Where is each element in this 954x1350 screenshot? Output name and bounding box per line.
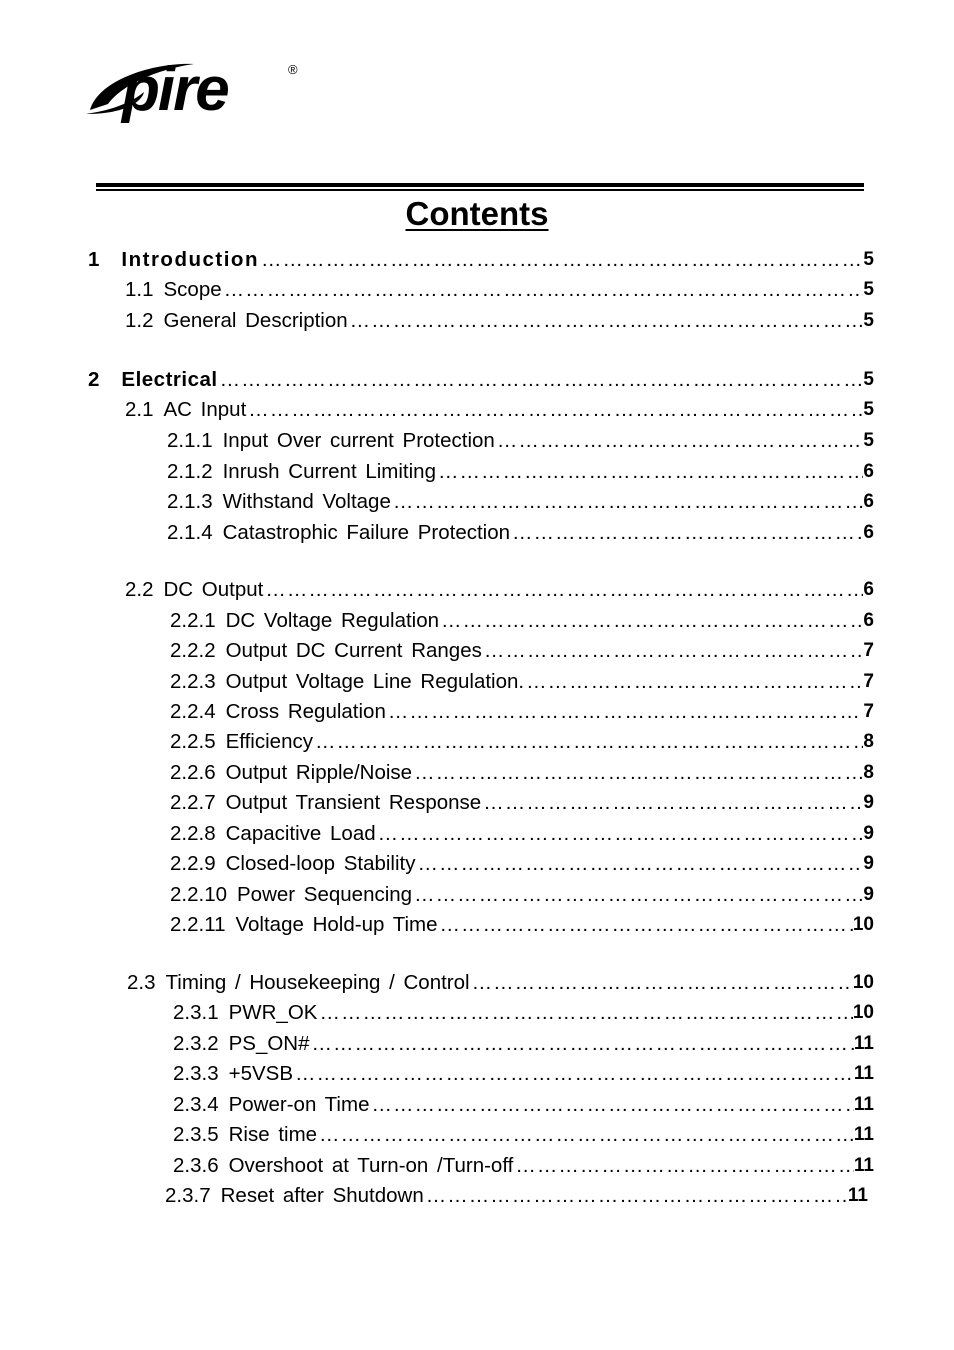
toc-entry-number: 2.2 bbox=[125, 578, 154, 601]
toc-entry-number: 2.3.6 bbox=[173, 1154, 219, 1177]
toc-entry-label bbox=[173, 1092, 369, 1118]
toc-entry-page-number: 10 bbox=[852, 914, 874, 935]
toc-dot-leader bbox=[317, 1000, 852, 1026]
toc-dot-leader bbox=[376, 821, 864, 847]
toc-entry[interactable] bbox=[125, 277, 874, 303]
toc-entry-page-number: 11 bbox=[853, 1033, 874, 1054]
toc-entry[interactable] bbox=[88, 247, 874, 273]
toc-entry-title: Output Ripple/Noise bbox=[225, 761, 413, 784]
toc-entry[interactable] bbox=[170, 882, 874, 908]
toc-entry-title: DC Voltage Regulation bbox=[225, 609, 440, 632]
toc-dot-leader bbox=[293, 1061, 854, 1087]
toc-entry-label bbox=[170, 790, 481, 816]
toc-dot-leader bbox=[348, 308, 864, 334]
toc-entry-number: 2.2.7 bbox=[170, 791, 216, 814]
toc-entry-label bbox=[170, 912, 438, 938]
toc-entry[interactable] bbox=[170, 821, 874, 847]
toc-entry-number: 2.3.7 bbox=[165, 1184, 211, 1207]
toc-entry-title: Output DC Current Ranges bbox=[225, 639, 482, 662]
toc-entry-page-number: 6 bbox=[863, 610, 874, 631]
toc-entry-page-number: 5 bbox=[863, 399, 874, 420]
toc-dot-leader bbox=[412, 760, 863, 786]
toc-entry-number: 2 bbox=[88, 368, 100, 391]
toc-entry-page-number: 7 bbox=[863, 640, 874, 661]
toc-entry[interactable] bbox=[167, 489, 874, 515]
toc-entry-page-number: 5 bbox=[863, 430, 874, 451]
toc-entry-page-number: 9 bbox=[863, 792, 874, 813]
toc-dot-leader bbox=[436, 459, 863, 485]
toc-entry-title: Power-on Time bbox=[228, 1093, 370, 1116]
toc-entry-number: 2.2.2 bbox=[170, 639, 216, 662]
toc-entry-number: 2.1 bbox=[125, 398, 154, 421]
toc-entry-page-number: 6 bbox=[863, 522, 874, 543]
toc-entry-page-number: 6 bbox=[863, 491, 874, 512]
toc-entry-number: 2.2.1 bbox=[170, 609, 216, 632]
toc-entry-label bbox=[170, 699, 386, 725]
toc-entry[interactable] bbox=[170, 669, 874, 695]
toc-entry-title: PS_ON# bbox=[228, 1032, 310, 1055]
toc-entry-page-number: 9 bbox=[863, 884, 874, 905]
toc-entry[interactable] bbox=[170, 638, 874, 664]
header-rule-thin bbox=[96, 189, 864, 191]
toc-entry-page-number: 11 bbox=[853, 1155, 874, 1176]
toc-entry[interactable] bbox=[173, 1092, 874, 1118]
toc-entry-number: 2.1.2 bbox=[167, 460, 213, 483]
toc-entry-title: Overshoot at Turn-on /Turn-off bbox=[228, 1154, 514, 1177]
toc-entry[interactable] bbox=[173, 1122, 874, 1148]
toc-dot-leader bbox=[317, 1122, 854, 1148]
page-title: Contents bbox=[405, 195, 549, 232]
toc-dot-leader bbox=[412, 882, 863, 908]
toc-dot-leader bbox=[369, 1092, 853, 1118]
toc-dot-leader bbox=[438, 912, 853, 938]
toc-entry[interactable] bbox=[170, 729, 874, 755]
toc-dot-leader bbox=[218, 367, 864, 393]
toc-entry[interactable] bbox=[167, 520, 874, 546]
toc-entry[interactable] bbox=[173, 1153, 874, 1179]
toc-entry-label bbox=[167, 428, 495, 454]
toc-dot-leader bbox=[222, 277, 864, 303]
toc-entry-title: Power Sequencing bbox=[237, 883, 413, 906]
toc-entry-title: DC Output bbox=[163, 578, 264, 601]
toc-entry-label bbox=[170, 608, 439, 634]
toc-entry-title: Cross Regulation bbox=[225, 700, 386, 723]
toc-entry-title: +5VSB bbox=[228, 1062, 294, 1085]
toc-entry-page-number: 5 bbox=[863, 279, 874, 300]
toc-entry-page-number: 7 bbox=[863, 701, 874, 722]
toc-entry-page-number: 11 bbox=[847, 1185, 868, 1206]
toc-entry-title: Output Transient Response bbox=[225, 791, 482, 814]
toc-entry-label bbox=[170, 851, 415, 877]
toc-entry[interactable] bbox=[170, 851, 874, 877]
toc-entry-label bbox=[125, 277, 222, 303]
toc-entry-label bbox=[165, 1183, 424, 1209]
toc-dot-leader bbox=[313, 729, 863, 755]
toc-entry-label bbox=[170, 729, 313, 755]
toc-entry-title: Closed-loop Stability bbox=[225, 852, 416, 875]
toc-entry-page-number: 11 bbox=[853, 1094, 874, 1115]
toc-entry-number: 2.1.4 bbox=[167, 521, 213, 544]
toc-entry[interactable] bbox=[127, 970, 874, 996]
toc-dot-leader bbox=[470, 970, 853, 996]
toc-dot-leader bbox=[424, 1183, 848, 1209]
toc-entry-title: Electrical bbox=[121, 368, 218, 391]
toc-entry-number: 2.3.5 bbox=[173, 1123, 219, 1146]
header-rule-thick bbox=[96, 183, 864, 187]
toc-entry[interactable] bbox=[167, 459, 874, 485]
toc-entry-title: Catastrophic Failure Protection bbox=[222, 521, 511, 544]
toc-entry[interactable] bbox=[125, 397, 874, 423]
toc-entry[interactable] bbox=[170, 912, 874, 938]
toc-entry-number: 2.3.4 bbox=[173, 1093, 219, 1116]
toc-entry-label bbox=[167, 520, 510, 546]
toc-dot-leader bbox=[310, 1031, 854, 1057]
toc-entry-title: Inrush Current Limiting bbox=[222, 460, 436, 483]
toc-entry-label bbox=[88, 367, 218, 393]
toc-entry-title: Voltage Hold-up Time bbox=[235, 913, 438, 936]
toc-entry-label bbox=[173, 1031, 310, 1057]
toc-entry-label bbox=[173, 1061, 293, 1087]
toc-dot-leader bbox=[439, 608, 863, 634]
toc-entry[interactable] bbox=[125, 308, 874, 334]
toc-entry[interactable] bbox=[170, 608, 874, 634]
toc-dot-leader bbox=[481, 790, 863, 816]
toc-entry-number: 2.2.6 bbox=[170, 761, 216, 784]
toc-entry-title: Capacitive Load bbox=[225, 822, 376, 845]
toc-entry-number: 2.2.8 bbox=[170, 822, 216, 845]
toc-entry-label bbox=[170, 638, 482, 664]
toc-dot-leader bbox=[482, 638, 864, 664]
toc-dot-leader bbox=[513, 1153, 854, 1179]
toc-entry-page-number: 9 bbox=[863, 853, 874, 874]
toc-entry-label bbox=[170, 882, 412, 908]
toc-entry-title: General Description bbox=[163, 309, 348, 332]
toc-entry-number: 2.3.2 bbox=[173, 1032, 219, 1055]
toc-entry-number: 2.2.11 bbox=[170, 913, 226, 936]
toc-entry-title: Introduction bbox=[121, 248, 259, 271]
toc-dot-leader bbox=[495, 428, 864, 454]
toc-dot-leader bbox=[246, 397, 863, 423]
toc-entry[interactable] bbox=[173, 1000, 874, 1026]
toc-dot-leader bbox=[415, 851, 863, 877]
toc-dot-leader bbox=[259, 247, 863, 273]
toc-entry-page-number: 11 bbox=[853, 1063, 874, 1084]
toc-entry-title: Rise time bbox=[228, 1123, 318, 1146]
toc-entry-page-number: 10 bbox=[852, 1002, 874, 1023]
logo-wordmark: pire bbox=[122, 55, 228, 124]
toc-entry-label bbox=[167, 489, 391, 515]
toc-entry[interactable] bbox=[88, 367, 874, 393]
toc-entry-label bbox=[127, 970, 470, 996]
toc-entry-title: Timing / Housekeeping / Control bbox=[165, 971, 470, 994]
spire-logo bbox=[84, 40, 304, 132]
toc-entry-page-number: 7 bbox=[863, 671, 874, 692]
toc-entry-title: Withstand Voltage bbox=[222, 490, 391, 513]
toc-entry-number: 2.2.5 bbox=[170, 730, 216, 753]
toc-entry-number: 1.2 bbox=[125, 309, 154, 332]
toc-entry-number: 2.2.10 bbox=[170, 883, 227, 906]
toc-entry-label bbox=[170, 669, 524, 695]
toc-entry[interactable] bbox=[170, 699, 874, 725]
toc-entry-number: 2.3 bbox=[127, 971, 156, 994]
toc-entry-number: 2.2.9 bbox=[170, 852, 216, 875]
toc-dot-leader bbox=[386, 699, 864, 725]
toc-entry-page-number: 5 bbox=[863, 249, 874, 270]
toc-entry-label bbox=[125, 397, 246, 423]
toc-entry-label bbox=[88, 247, 259, 273]
toc-entry-page-number: 8 bbox=[863, 762, 874, 783]
toc-entry-page-number: 6 bbox=[863, 579, 874, 600]
toc-entry[interactable] bbox=[170, 760, 874, 786]
toc-entry-title: Scope bbox=[163, 278, 222, 301]
toc-entry-page-number: 10 bbox=[852, 972, 874, 993]
toc-entry-label bbox=[173, 1122, 317, 1148]
toc-entry-page-number: 5 bbox=[863, 310, 874, 331]
toc-entry-number: 2.3.3 bbox=[173, 1062, 219, 1085]
toc-entry[interactable] bbox=[173, 1031, 874, 1057]
toc-entry[interactable] bbox=[170, 790, 874, 816]
toc-dot-leader bbox=[391, 489, 864, 515]
toc-entry-title: Output Voltage Line Regulation. bbox=[225, 670, 525, 693]
toc-entry-page-number: 9 bbox=[863, 823, 874, 844]
toc-entry-page-number: 8 bbox=[863, 731, 874, 752]
toc-entry-title: AC Input bbox=[163, 398, 247, 421]
toc-entry-title: PWR_OK bbox=[228, 1001, 318, 1024]
toc-entry-label bbox=[173, 1000, 317, 1026]
toc-dot-leader bbox=[510, 520, 863, 546]
toc-entry[interactable] bbox=[125, 577, 874, 603]
toc-entry-number: 1.1 bbox=[125, 278, 154, 301]
toc-entry-label bbox=[125, 308, 348, 334]
toc-entry-label bbox=[173, 1153, 513, 1179]
toc-entry-label bbox=[170, 821, 376, 847]
toc-entry-page-number: 6 bbox=[863, 461, 874, 482]
toc-entry[interactable] bbox=[165, 1183, 868, 1209]
toc-entry-number: 2.2.4 bbox=[170, 700, 216, 723]
toc-entry-number: 2.2.3 bbox=[170, 670, 216, 693]
toc-entry-page-number: 5 bbox=[863, 369, 874, 390]
toc-entry[interactable] bbox=[167, 428, 874, 454]
registered-mark: ® bbox=[288, 62, 298, 77]
toc-dot-leader bbox=[263, 577, 863, 603]
toc-entry-label bbox=[167, 459, 436, 485]
toc-entry-number: 2.3.1 bbox=[173, 1001, 219, 1024]
toc-entry-label bbox=[170, 760, 412, 786]
toc-entry[interactable] bbox=[173, 1061, 874, 1087]
toc-entry-page-number: 11 bbox=[853, 1124, 874, 1145]
toc-dot-leader bbox=[524, 669, 863, 695]
toc-entry-number: 1 bbox=[88, 248, 100, 271]
toc-entry-number: 2.1.1 bbox=[167, 429, 213, 452]
toc-entry-label bbox=[125, 577, 263, 603]
toc-entry-title: Reset after Shutdown bbox=[220, 1184, 424, 1207]
toc-entry-number: 2.1.3 bbox=[167, 490, 213, 513]
toc-entry-title: Efficiency bbox=[225, 730, 313, 753]
toc-entry-title: Input Over current Protection bbox=[222, 429, 495, 452]
